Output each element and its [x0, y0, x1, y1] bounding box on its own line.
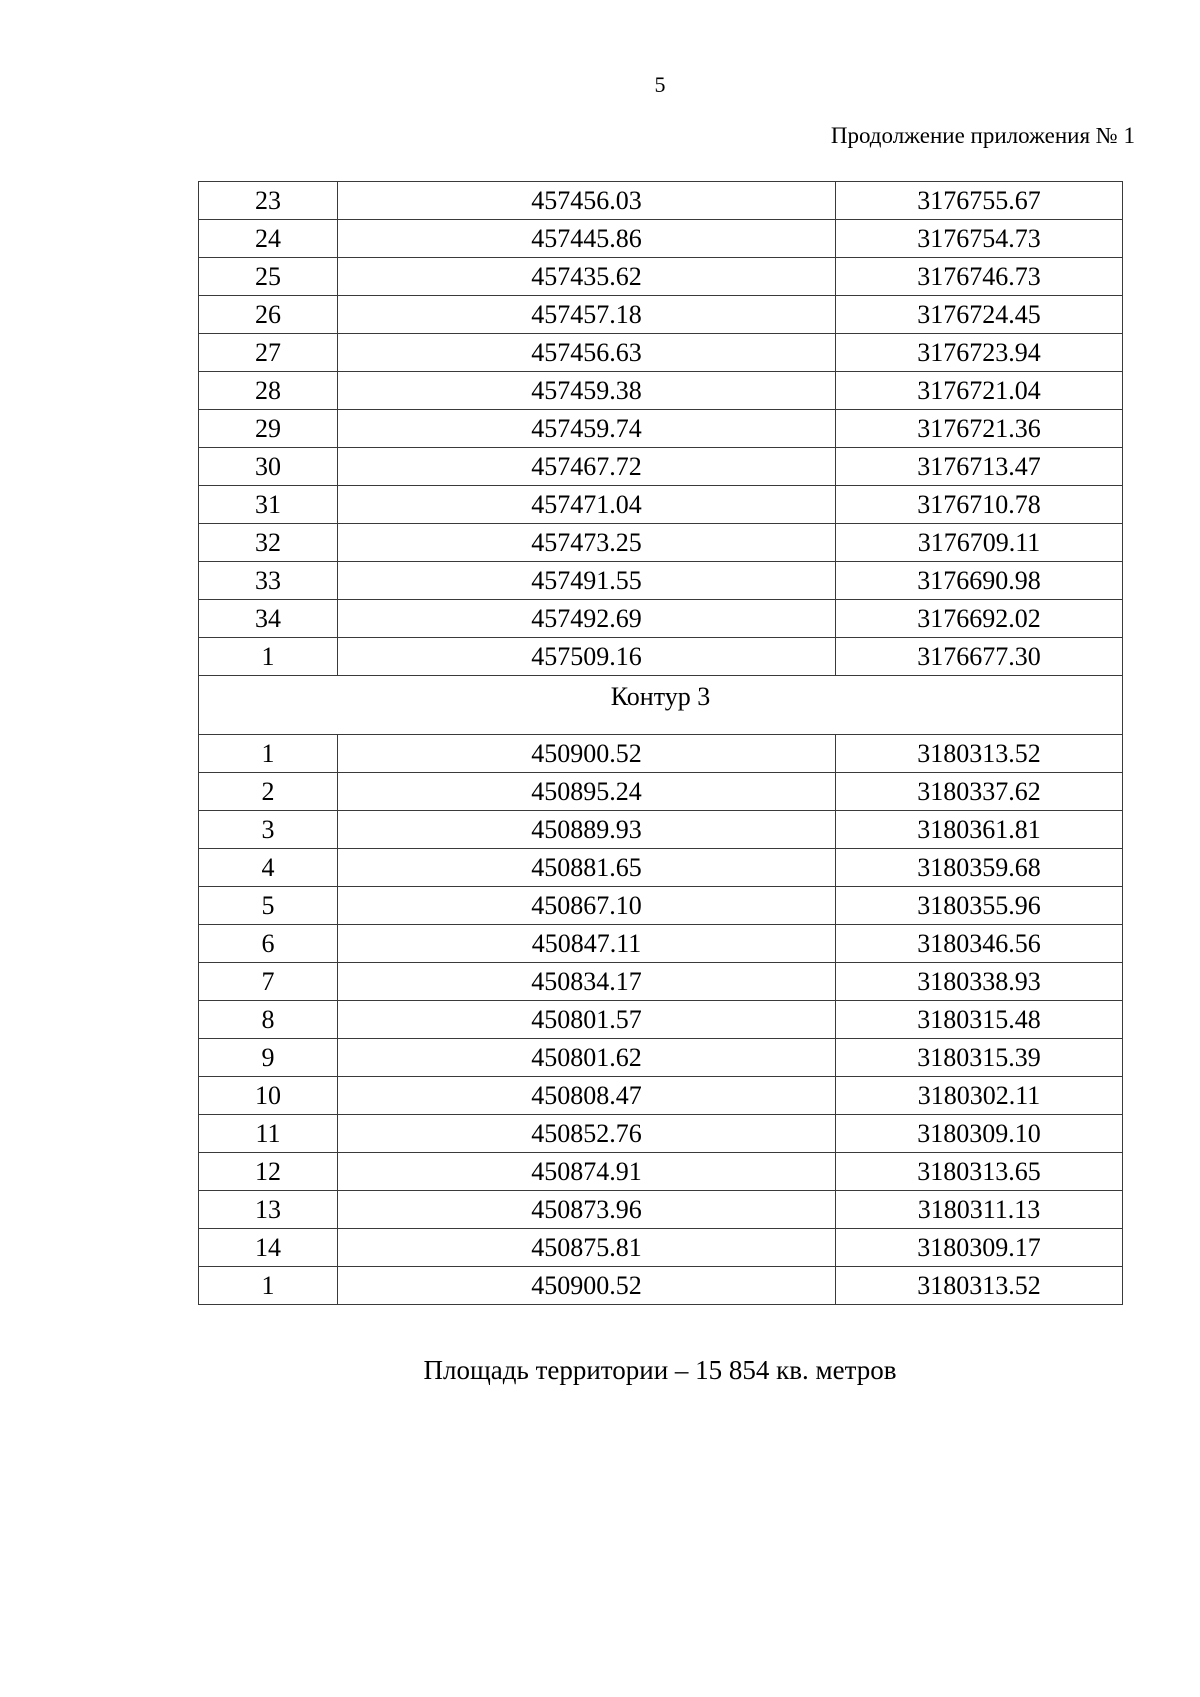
point-number-cell: 33 [199, 562, 338, 600]
point-number-cell: 10 [199, 1077, 338, 1115]
x-coordinate-cell: 457471.04 [338, 486, 836, 524]
y-coordinate-cell: 3180361.81 [836, 811, 1123, 849]
y-coordinate-cell: 3176692.02 [836, 600, 1123, 638]
x-coordinate-cell: 450895.24 [338, 773, 836, 811]
y-coordinate-cell: 3180309.10 [836, 1115, 1123, 1153]
y-coordinate-cell: 3176677.30 [836, 638, 1123, 676]
x-coordinate-cell: 450900.52 [338, 1267, 836, 1305]
x-coordinate-cell: 457457.18 [338, 296, 836, 334]
y-coordinate-cell: 3176746.73 [836, 258, 1123, 296]
y-coordinate-cell: 3176721.04 [836, 372, 1123, 410]
x-coordinate-cell: 450873.96 [338, 1191, 836, 1229]
point-number-cell: 28 [199, 372, 338, 410]
x-coordinate-cell: 457467.72 [338, 448, 836, 486]
contour-rows-part1 [199, 182, 1123, 676]
x-coordinate-cell: 450875.81 [338, 1229, 836, 1267]
point-number-cell: 23 [199, 182, 338, 220]
table-row [199, 448, 1123, 486]
table-row [199, 1115, 1123, 1153]
point-number-cell: 4 [199, 849, 338, 887]
x-coordinate-cell: 457456.03 [338, 182, 836, 220]
table-row [199, 849, 1123, 887]
y-coordinate-cell: 3180315.39 [836, 1039, 1123, 1077]
point-number-cell: 1 [199, 638, 338, 676]
point-number-cell: 32 [199, 524, 338, 562]
point-number-cell: 13 [199, 1191, 338, 1229]
contour-3-rows [199, 735, 1123, 1305]
table-row [199, 334, 1123, 372]
y-coordinate-cell: 3176721.36 [836, 410, 1123, 448]
y-coordinate-cell: 3180315.48 [836, 1001, 1123, 1039]
y-coordinate-cell: 3180337.62 [836, 773, 1123, 811]
y-coordinate-cell: 3180338.93 [836, 963, 1123, 1001]
table-row [199, 735, 1123, 773]
x-coordinate-cell: 450801.57 [338, 1001, 836, 1039]
table-row [199, 1229, 1123, 1267]
table-row [199, 887, 1123, 925]
y-coordinate-cell: 3180313.65 [836, 1153, 1123, 1191]
x-coordinate-cell: 450834.17 [338, 963, 836, 1001]
y-coordinate-cell: 3176724.45 [836, 296, 1123, 334]
x-coordinate-cell: 450874.91 [338, 1153, 836, 1191]
y-coordinate-cell: 3180359.68 [836, 849, 1123, 887]
point-number-cell: 30 [199, 448, 338, 486]
x-coordinate-cell: 457435.62 [338, 258, 836, 296]
x-coordinate-cell: 457456.63 [338, 334, 836, 372]
table-row [199, 1267, 1123, 1305]
table-row [199, 182, 1123, 220]
y-coordinate-cell: 3176713.47 [836, 448, 1123, 486]
x-coordinate-cell: 457445.86 [338, 220, 836, 258]
table-row [199, 925, 1123, 963]
x-coordinate-cell: 450867.10 [338, 887, 836, 925]
table-row [199, 258, 1123, 296]
section-title: Контур 3 [199, 676, 1123, 735]
point-number-cell: 3 [199, 811, 338, 849]
point-number-cell: 8 [199, 1001, 338, 1039]
y-coordinate-cell: 3176754.73 [836, 220, 1123, 258]
point-number-cell: 9 [199, 1039, 338, 1077]
territory-area-text: Площадь территории – 15 854 кв. метров [423, 1355, 897, 1385]
x-coordinate-cell: 450889.93 [338, 811, 836, 849]
y-coordinate-cell: 3176690.98 [836, 562, 1123, 600]
point-number-cell: 14 [199, 1229, 338, 1267]
point-number-cell: 6 [199, 925, 338, 963]
x-coordinate-cell: 450808.47 [338, 1077, 836, 1115]
table-row [199, 220, 1123, 258]
table-row [199, 811, 1123, 849]
y-coordinate-cell: 3176709.11 [836, 524, 1123, 562]
point-number-cell: 1 [199, 1267, 338, 1305]
x-coordinate-cell: 450847.11 [338, 925, 836, 963]
point-number-cell: 2 [199, 773, 338, 811]
x-coordinate-cell: 457459.38 [338, 372, 836, 410]
point-number-cell: 11 [199, 1115, 338, 1153]
table-row [199, 773, 1123, 811]
x-coordinate-cell: 450900.52 [338, 735, 836, 773]
y-coordinate-cell: 3180355.96 [836, 887, 1123, 925]
point-number-cell: 29 [199, 410, 338, 448]
table-row [199, 1191, 1123, 1229]
point-number-cell: 25 [199, 258, 338, 296]
section-row [199, 676, 1123, 735]
table-row [199, 296, 1123, 334]
point-number-cell: 31 [199, 486, 338, 524]
point-number-cell: 24 [199, 220, 338, 258]
y-coordinate-cell: 3180346.56 [836, 925, 1123, 963]
table-row [199, 638, 1123, 676]
y-coordinate-cell: 3176723.94 [836, 334, 1123, 372]
x-coordinate-cell: 457492.69 [338, 600, 836, 638]
y-coordinate-cell: 3176755.67 [836, 182, 1123, 220]
point-number-cell: 12 [199, 1153, 338, 1191]
x-coordinate-cell: 450881.65 [338, 849, 836, 887]
x-coordinate-cell: 457459.74 [338, 410, 836, 448]
appendix-continuation-label: Продолжение приложения № 1 [830, 123, 1135, 148]
table-row [199, 562, 1123, 600]
y-coordinate-cell: 3180313.52 [836, 735, 1123, 773]
y-coordinate-cell: 3180309.17 [836, 1229, 1123, 1267]
y-coordinate-cell: 3180313.52 [836, 1267, 1123, 1305]
page-number: 5 [654, 72, 666, 97]
point-number-cell: 7 [199, 963, 338, 1001]
table-row [199, 524, 1123, 562]
y-coordinate-cell: 3180311.13 [836, 1191, 1123, 1229]
table-row [199, 1001, 1123, 1039]
point-number-cell: 26 [199, 296, 338, 334]
x-coordinate-cell: 457491.55 [338, 562, 836, 600]
table-row [199, 410, 1123, 448]
table-row [199, 372, 1123, 410]
table-row [199, 1039, 1123, 1077]
x-coordinate-cell: 457509.16 [338, 638, 836, 676]
x-coordinate-cell: 450852.76 [338, 1115, 836, 1153]
point-number-cell: 34 [199, 600, 338, 638]
y-coordinate-cell: 3180302.11 [836, 1077, 1123, 1115]
y-coordinate-cell: 3176710.78 [836, 486, 1123, 524]
table-row [199, 1077, 1123, 1115]
table-row [199, 1153, 1123, 1191]
point-number-cell: 5 [199, 887, 338, 925]
x-coordinate-cell: 457473.25 [338, 524, 836, 562]
point-number-cell: 1 [199, 735, 338, 773]
table-row [199, 600, 1123, 638]
section-row-wrapper [199, 676, 1123, 735]
point-number-cell: 27 [199, 334, 338, 372]
table-row [199, 486, 1123, 524]
table-row [199, 963, 1123, 1001]
coordinates-table [198, 181, 1123, 1305]
x-coordinate-cell: 450801.62 [338, 1039, 836, 1077]
